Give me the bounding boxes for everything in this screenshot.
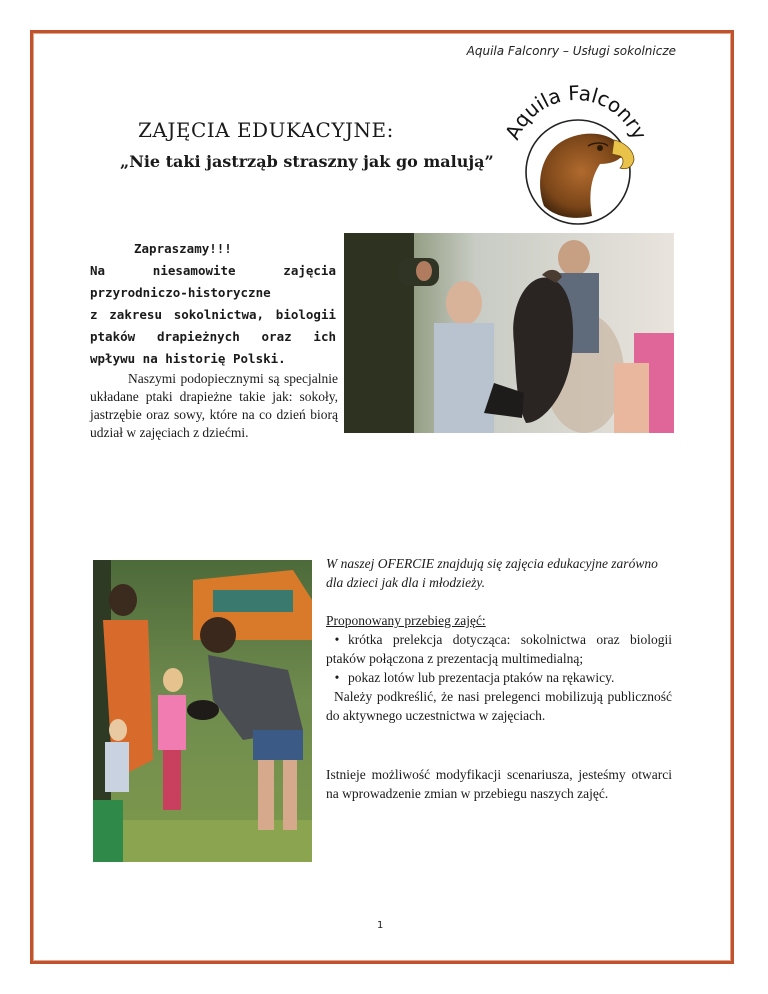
- page-subtitle: „Nie taki jastrząb straszny jak go malują”: [120, 152, 494, 171]
- program-note: Należy podkreślić, że nasi prelegenci mobilizują publiczność do aktywnego uczestnictwa w zajęciach.: [326, 689, 672, 723]
- page-header: Aquila Falconry – Usługi sokolnicze: [466, 44, 676, 58]
- invitation-block: [90, 238, 336, 370]
- invitation-line: Na niesamowite zajęcia: [90, 263, 336, 278]
- children-photo: [93, 560, 312, 862]
- bullet-icon: •: [334, 632, 340, 647]
- invitation-line: wpływu na historię Polski.: [90, 351, 286, 366]
- birds-paragraph: Naszymi podopiecznymi są specjalnie układane ptaki drapieżne takie jak: sokoły, jastrzębie oraz sowy, które na co dzień biorą udział w zajęciach z dziećmi.: [90, 371, 338, 440]
- invitation-line: z zakresu sokolnictwa, biologii: [90, 307, 336, 322]
- program-item-text: krótka prelekcja dotycząca: sokolnictwa oraz biologii ptaków połączona z prezentacją multimedialną;: [326, 632, 672, 666]
- invitation-heading: Zapraszamy!!!: [134, 241, 232, 256]
- bullet-icon: •: [334, 670, 340, 685]
- offer-column: [326, 554, 672, 803]
- falconer-photo: [344, 233, 674, 433]
- program-item-text: pokaz lotów lub prezentacja ptaków na rękawicy.: [348, 670, 615, 685]
- invitation-line: ptaków drapieżnych oraz ich: [90, 329, 336, 344]
- offer-text: W naszej OFERCIE znajdują się zajęcia edukacyjne zarówno dla dzieci jak dla i młodzieży.: [326, 556, 658, 590]
- logo-text: Aquila Falconry: [500, 84, 652, 144]
- logo: [496, 84, 656, 229]
- invitation-line: przyrodniczo-historyczne: [90, 285, 271, 300]
- program-item: [326, 630, 672, 668]
- page-title: ZAJĘCIA EDUKACYJNE:: [138, 118, 394, 142]
- closing-text: Istnieje możliwość modyfikacji scenariusza, jesteśmy otwarci na wprowadzenie zmian w przebiegu naszych zajęć.: [326, 767, 672, 801]
- program-item: [326, 668, 672, 687]
- program-heading: Proponowany przebieg zajęć:: [326, 613, 486, 628]
- page-number: 1: [377, 920, 384, 931]
